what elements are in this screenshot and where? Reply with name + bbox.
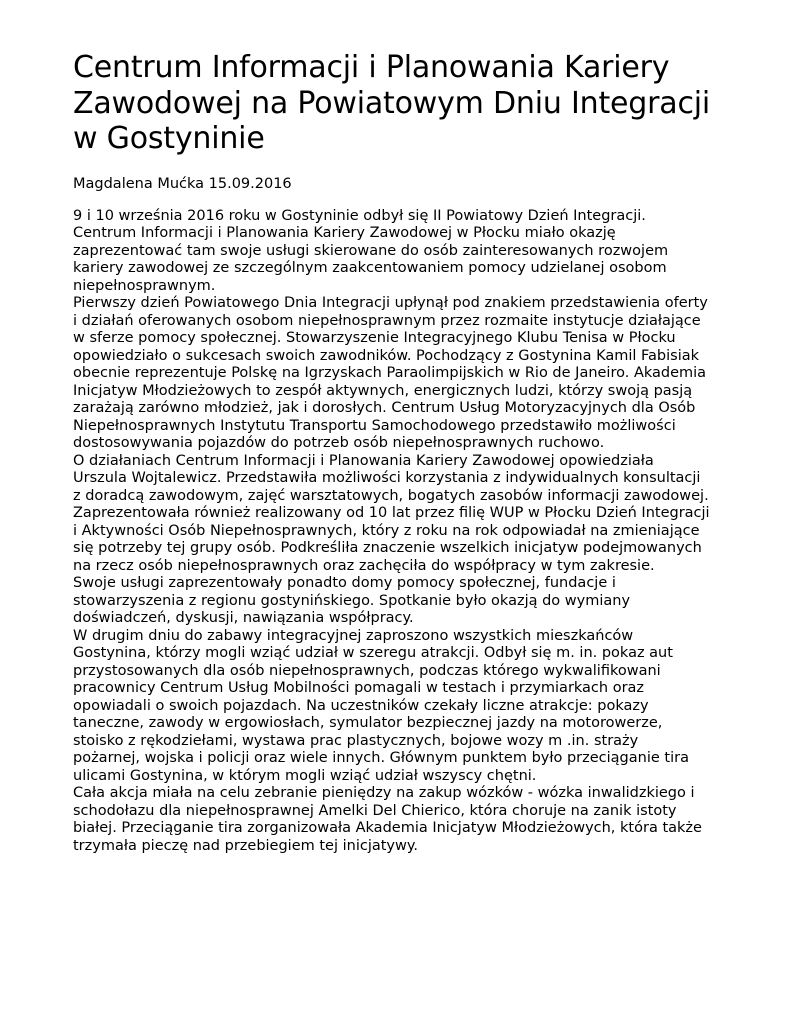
title-line: w Gostyninie (73, 121, 265, 156)
body-line: stowarzyszenia z regionu gostynińskiego. Spotkanie było okazją do wymiany (73, 592, 631, 609)
body-line: Niepełnosprawnych Instytutu Transportu Samochodowego przedstawiło możliwości (73, 417, 676, 434)
body-line: taneczne, zawody w ergowiosłach, symulator bezpiecznej jazdy na motorowerze, (73, 715, 663, 731)
body-line: dostosowywania pojazdów do potrzeb osób niepełnosprawnych ruchowo. (73, 435, 605, 451)
body-line: pracownicy Centrum Usług Mobilności pomagali w testach i przymiarkach oraz (73, 680, 645, 696)
article-byline: Magdalena Mućka 15.09.2016 (73, 175, 292, 192)
body-line: opowiedziało o sukcesach swoich zawodników. Pochodzący z Gostynina Kamil Fabisiak (73, 347, 700, 364)
body-line: białej. Przeciąganie tira zorganizowała Akademia Inicjatyw Młodzieżowych, która także (73, 820, 702, 836)
body-line: Pierwszy dzień Powiatowego Dnia Integracji upłynął pod znakiem przedstawienia oferty (73, 295, 708, 311)
body-line: 9 i 10 września 2016 roku w Gostyninie odbył się II Powiatowy Dzień Integracji. (73, 207, 646, 224)
body-line: opowiadali o swoich pojazdach. Na uczestników czekały liczne atrakcje: pokazy (73, 697, 649, 714)
article-title (73, 50, 763, 157)
body-line: zaprezentować tam swoje usługi skierowane do osób zainteresowanych rozwojem (73, 242, 669, 259)
body-line: przystosowanych dla osób niepełnosprawnych, podczas którego wykwalifikowani (73, 662, 661, 679)
body-line: Urszula Wojtalewicz. Przedstawiła możliwości korzystania z indywidualnych konsultacji (73, 470, 701, 486)
body-line: ulicami Gostynina, w którym mogli wziąć udział wszyscy chętni. (73, 767, 537, 784)
body-line: kariery zawodowej ze szczególnym zaakcentowaniem pomocy udzielanej osobom (73, 260, 667, 276)
article-body (73, 208, 763, 856)
body-line: obecnie reprezentuje Polskę na Igrzyskach Paraolimpijskich w Rio de Janeiro. Akademia (73, 365, 707, 381)
body-line: Inicjatyw Młodzieżowych to zespół aktywnych, energicznych ludzi, którzy swoją pasją (73, 382, 693, 399)
body-line: się potrzeby tej grupy osób. Podkreśliła znaczenie wszelkich inicjatyw podejmowanych (73, 540, 702, 556)
article (73, 50, 763, 855)
body-line: stoisko z rękodziełami, wystawa prac plastycznych, bojowe wozy m .in. straży (73, 732, 639, 749)
body-line: Gostynina, którzy mogli wziąć udział w szeregu atrakcji. Odbył się m. in. pokaz aut (73, 645, 673, 661)
body-line: na rzecz osób niepełnosprawnych oraz zachęciła do współpracy w tym zakresie. (73, 557, 655, 574)
title-line: Centrum Informacji i Planowania Kariery (73, 50, 670, 85)
body-line: Zaprezentowała również realizowany od 10 lat przez filię WUP w Płocku Dzień Integracji (73, 505, 710, 521)
body-line: trzymała pieczę nad przebiegiem tej inicjatywy. (73, 837, 418, 854)
body-line: Centrum Informacji i Planowania Kariery Zawodowej w Płocku miało okazję (73, 225, 616, 241)
body-line: W drugim dniu do zabawy integracyjnej zaproszono wszystkich mieszkańców (73, 627, 634, 644)
body-line: i działań oferowanych osobom niepełnosprawnym przez rozmaite instytucje działające (73, 312, 701, 329)
body-line: w sferze pomocy społecznej. Stowarzyszenie Integracyjnego Klubu Tenisa w Płocku (73, 330, 676, 346)
body-line: O działaniach Centrum Informacji i Planowania Kariery Zawodowej opowiedziała (73, 452, 654, 469)
body-line: z doradcą zawodowym, zajęć warsztatowych, bogatych zasobów informacji zawodowej. (73, 487, 709, 504)
body-line: Swoje usługi zaprezentowały ponadto domy pomocy społecznej, fundacje i (73, 575, 616, 591)
body-line: schodołazu dla niepełnosprawnej Amelki Del Chierico, która choruje na zanik istoty (73, 802, 677, 819)
body-line: Cała akcja miała na celu zebranie pieniędzy na zakup wózków - wózka inwalidzkiego i (73, 785, 695, 801)
body-line: zarażają zarówno młodzież, jak i dorosłych. Centrum Usług Motoryzacyjnych dla Osób (73, 400, 696, 416)
body-line: i Aktywności Osób Niepełnosprawnych, który z roku na rok odpowiadał na zmieniające (73, 522, 700, 539)
title-line: Zawodowej na Powiatowym Dniu Integracji (73, 85, 711, 121)
body-line: doświadczeń, dyskusji, nawiązania współpracy. (73, 610, 414, 626)
body-line: pożarnej, wojska i policji oraz wiele innych. Głównym punktem było przeciąganie tira (73, 750, 689, 766)
body-line: niepełnosprawnym. (73, 277, 216, 294)
